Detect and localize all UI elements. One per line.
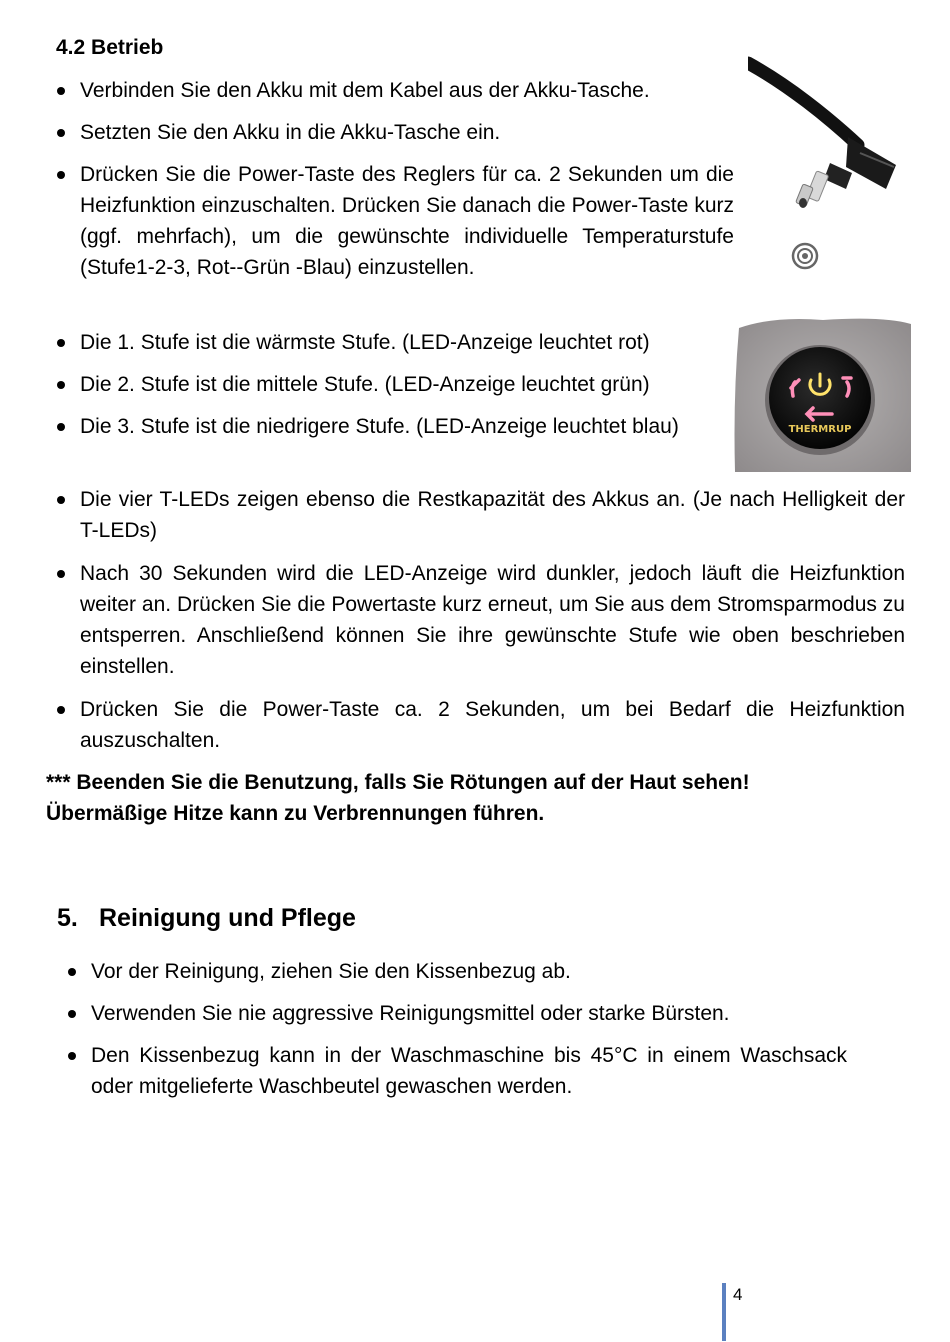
- page-number: 4: [733, 1285, 743, 1304]
- section-heading-betrieb: 4.2 Betrieb: [56, 36, 164, 59]
- list-item: Setzten Sie den Akku in die Akku-Tasche ein.: [80, 117, 734, 148]
- list-item: Die 2. Stufe ist die mittele Stufe. (LED-Anzeige leuchtet grün): [80, 369, 710, 400]
- section-heading-reinigung: [57, 904, 356, 933]
- warning-line: Übermäßige Hitze kann zu Verbrennungen führen.: [46, 802, 545, 825]
- target-icon: [790, 241, 820, 271]
- list-item: Vor der Reinigung, ziehen Sie den Kissenbezug ab.: [91, 956, 847, 987]
- controller-button-image: [733, 316, 911, 472]
- list-item: Den Kissenbezug kann in der Waschmaschine bis 45°C in einem Waschsack oder mitgelieferte Waschbeutel gewaschen werden.: [91, 1040, 847, 1102]
- list-item: Nach 30 Sekunden wird die LED-Anzeige wird dunkler, jedoch läuft die Heizfunktion weiter an. Drücken Sie die Powertaste kurz erneut, um Sie aus dem Stromsparmodus zu entsperren. Anschließend können Sie ihre gewünschte Stufe wie oben beschrieben einstellen.: [80, 558, 905, 682]
- bullet-list-cleaning: [91, 956, 847, 1102]
- warning-text: [46, 767, 750, 829]
- page-number-bar: [722, 1283, 726, 1341]
- list-item: Drücken Sie die Power-Taste ca. 2 Sekunden, um bei Bedarf die Heizfunktion auszuschalten.: [80, 694, 905, 756]
- list-item: Verbinden Sie den Akku mit dem Kabel aus der Akku-Tasche.: [80, 75, 734, 106]
- warning-line: *** Beenden Sie die Benutzung, falls Sie Rötungen auf der Haut sehen!: [46, 771, 750, 794]
- list-item: Die 3. Stufe ist die niedrigere Stufe. (LED-Anzeige leuchtet blau): [80, 411, 710, 442]
- bullet-list-levels: [80, 327, 710, 442]
- section-title: Reinigung und Pflege: [99, 904, 356, 932]
- list-item: Die 1. Stufe ist die wärmste Stufe. (LED-Anzeige leuchtet rot): [80, 327, 710, 358]
- brand-logo-text: THERMRUP: [788, 424, 852, 435]
- bullet-list-top: [80, 75, 734, 283]
- list-item: Die vier T-LEDs zeigen ebenso die Restkapazität des Akkus an. (Je nach Helligkeit der T-LEDs): [80, 484, 905, 546]
- dc-cable-plug-image: [748, 55, 904, 215]
- list-item: Verwenden Sie nie aggressive Reinigungsmittel oder starke Bürsten.: [91, 998, 847, 1029]
- section-number: 5.: [57, 904, 78, 932]
- bullet-list-details: [80, 484, 905, 756]
- list-item: Drücken Sie die Power-Taste des Reglers für ca. 2 Sekunden um die Heizfunktion einzuschalten. Drücken Sie danach die Power-Taste kurz (ggf. mehrfach), um die gewünschte individuelle Temperaturstufe (Stufe1-2-3, Rot--Grün -Blau) einzustellen.: [80, 159, 734, 283]
